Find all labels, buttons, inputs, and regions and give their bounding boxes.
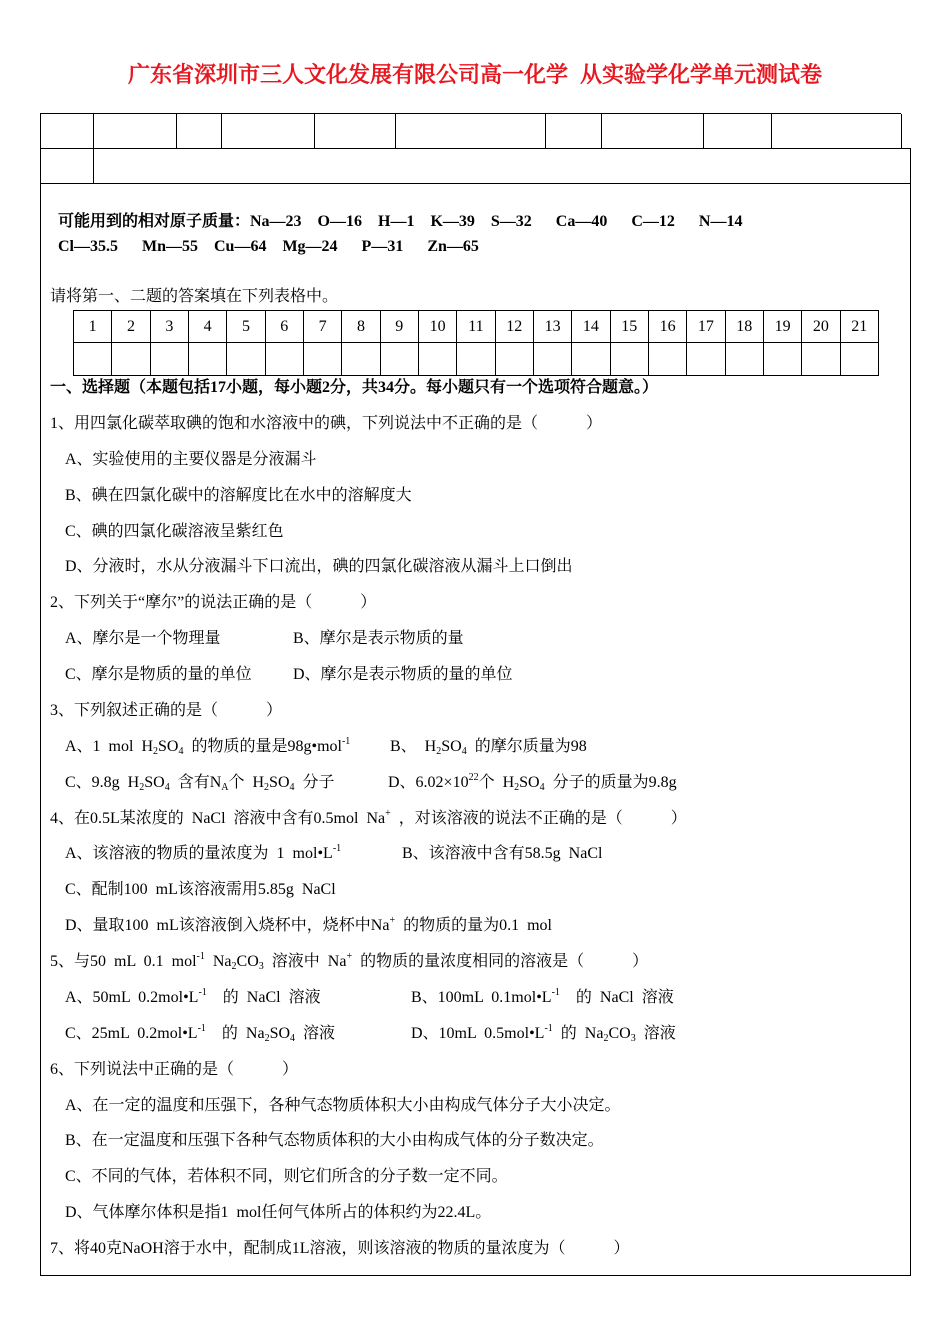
question-stem bbox=[50, 944, 648, 980]
option-b: B、碘在四氯化碳中的溶解度比在水中的溶解度大 bbox=[65, 486, 412, 504]
answer-number-cell: 19 bbox=[763, 311, 801, 343]
option-b: B、在一定温度和压强下各种气态物质体积的大小由构成气体的分子数决定。 bbox=[65, 1132, 604, 1150]
info-cell bbox=[772, 114, 902, 149]
subscript: 4 bbox=[461, 745, 467, 757]
question-6-option-line bbox=[0, 1123, 950, 1159]
question-2-option-line bbox=[0, 657, 950, 693]
option-c bbox=[65, 765, 335, 801]
answer-instruction: 请将第一、二题的答案填在下列表格中。 bbox=[50, 288, 339, 305]
text-run: A、该溶液的物质的量浓度为 1 mol•L bbox=[65, 845, 333, 863]
info-cell bbox=[546, 114, 602, 149]
text-run: CO bbox=[608, 1024, 631, 1042]
answer-number-cell: 5 bbox=[227, 311, 265, 343]
text-run: 的 Na bbox=[205, 1024, 265, 1042]
option-a: A、摩尔是一个物理量 bbox=[65, 630, 221, 648]
text-run: 的 NaCl 溶液 bbox=[559, 988, 674, 1006]
answer-number-cell: 10 bbox=[418, 311, 456, 343]
superscript: -1 bbox=[198, 986, 207, 998]
text-run: SO bbox=[269, 1024, 291, 1042]
answer-number-cell: 6 bbox=[265, 311, 303, 343]
text-run: C、9.8g H bbox=[65, 773, 140, 791]
subscript: 2 bbox=[264, 781, 270, 793]
question-7-stem-line bbox=[0, 1231, 950, 1267]
atomic-mass-line: 可能用到的相对原子质量：Na—23 O—16 H—1 K—39 S—32 Ca—40 C—12 N—14 bbox=[58, 213, 743, 230]
subscript: 3 bbox=[630, 1032, 636, 1044]
superscript: + bbox=[389, 915, 396, 927]
option-a bbox=[65, 980, 321, 1016]
info-table-row-2 bbox=[41, 149, 910, 184]
answer-number-cell: 11 bbox=[457, 311, 495, 343]
option-b bbox=[411, 980, 674, 1016]
question-2-option-line bbox=[0, 621, 950, 657]
text-run: 分子 bbox=[294, 773, 335, 791]
section-heading: 一、选择题（本题包括17小题，每小题2分，共34分。每小题只有一个选项符合题意。） bbox=[50, 379, 659, 396]
option-b: B、摩尔是表示物质的量 bbox=[293, 630, 464, 648]
subscript: 4 bbox=[290, 1032, 296, 1044]
subscript: 2 bbox=[231, 961, 237, 972]
text-run: 溶液中 Na bbox=[263, 953, 347, 970]
text-run: SO bbox=[144, 773, 165, 791]
subscript: 4 bbox=[539, 781, 545, 793]
subscript: 4 bbox=[178, 745, 184, 757]
info-cell bbox=[41, 114, 94, 149]
question-5-stem-line bbox=[0, 944, 950, 980]
text-run: SO bbox=[158, 737, 179, 755]
question-stem bbox=[50, 801, 687, 837]
text-run: 个 H bbox=[478, 773, 515, 791]
superscript: 22 bbox=[468, 771, 479, 783]
option-a: A、在一定的温度和压强下，各种气态物质体积大小由构成气体分子大小决定。 bbox=[65, 1096, 621, 1114]
answer-number-cell: 14 bbox=[572, 311, 610, 343]
option-c: C、配制100 mL该溶液需用5.85g NaCl bbox=[65, 881, 336, 899]
answer-number-cell: 12 bbox=[495, 311, 533, 343]
text-run: D、量取100 mL该溶液倒入烧杯中，烧杯中Na bbox=[65, 917, 390, 935]
option-c bbox=[65, 1016, 335, 1052]
answer-number-cell: 20 bbox=[802, 311, 840, 343]
answer-number-cell: 8 bbox=[342, 311, 380, 343]
question-4-option-line bbox=[0, 872, 950, 908]
superscript: -1 bbox=[544, 1022, 553, 1034]
text-run: 的物质的量为0.1 mol bbox=[395, 917, 552, 935]
superscript: -1 bbox=[551, 986, 560, 998]
text-run: 的物质的量是98g•mol bbox=[183, 737, 342, 755]
question-1-option-line bbox=[0, 549, 950, 585]
option-a bbox=[65, 836, 341, 872]
question-stem: 2、下列关于“摩尔”的说法正确的是（ ） bbox=[50, 594, 377, 612]
answer-table bbox=[73, 310, 879, 376]
superscript: + bbox=[385, 807, 391, 819]
answer-number-row bbox=[74, 311, 879, 343]
text-run: 的 NaCl 溶液 bbox=[206, 988, 321, 1006]
subscript: 2 bbox=[603, 1032, 609, 1044]
text-run: D、6.02×10 bbox=[388, 773, 469, 791]
question-1-option-line bbox=[0, 478, 950, 514]
answer-number-cell: 2 bbox=[112, 311, 150, 343]
option-d bbox=[65, 908, 552, 944]
text-run: ，对该溶液的说法不正确的是（ ） bbox=[390, 809, 687, 827]
page-title: 广东省深圳市三人文化发展有限公司高一化学 从实验学化学单元测试卷 bbox=[127, 62, 823, 87]
question-2-stem-line bbox=[0, 585, 950, 621]
subscript: A bbox=[221, 781, 229, 793]
subscript: 2 bbox=[153, 745, 159, 757]
superscript: -1 bbox=[197, 1022, 206, 1034]
question-1-option-line bbox=[0, 442, 950, 478]
text-run: 溶液 bbox=[635, 1024, 676, 1042]
question-3-option-line bbox=[0, 765, 950, 801]
text-run: B、100mL 0.1mol•L bbox=[411, 988, 552, 1006]
info-cell bbox=[222, 114, 315, 149]
text-run: 含有N bbox=[169, 773, 222, 791]
question-stem: 1、用四氯化碳萃取碘的饱和水溶液中的碘，下列说法中不正确的是（ ） bbox=[50, 414, 603, 432]
answer-number-cell: 9 bbox=[380, 311, 418, 343]
text-run: D、10mL 0.5mol•L bbox=[411, 1024, 545, 1042]
question-3-option-line bbox=[0, 729, 950, 765]
subscript: 2 bbox=[264, 1032, 270, 1044]
info-cell bbox=[704, 114, 772, 149]
info-cell bbox=[602, 114, 704, 149]
atomic-mass-line: Cl—35.5 Mn—55 Cu—64 Mg—24 P—31 Zn—65 bbox=[58, 238, 479, 255]
option-a: A、实验使用的主要仪器是分液漏斗 bbox=[65, 450, 317, 468]
answer-number-cell: 13 bbox=[533, 311, 571, 343]
superscript: -1 bbox=[341, 735, 351, 747]
superscript: -1 bbox=[196, 951, 205, 962]
question-6-option-line bbox=[0, 1195, 950, 1231]
info-cell bbox=[94, 149, 910, 183]
option-d bbox=[388, 765, 677, 801]
text-run: 溶液 bbox=[295, 1024, 336, 1042]
text-run: C、25mL 0.2mol•L bbox=[65, 1024, 198, 1042]
text-run: 的 Na bbox=[552, 1024, 604, 1042]
question-3-stem-line bbox=[0, 693, 950, 729]
question-area bbox=[0, 370, 950, 1267]
option-d bbox=[411, 1016, 676, 1052]
superscript: + bbox=[346, 951, 353, 962]
question-6-option-line bbox=[0, 1159, 950, 1195]
answer-number-cell: 4 bbox=[188, 311, 226, 343]
answer-number-cell: 18 bbox=[725, 311, 763, 343]
question-stem: 7、将40克NaOH溶于水中，配制成1L溶液，则该溶液的物质的量浓度为（ ） bbox=[50, 1240, 630, 1257]
text-run: SO bbox=[441, 737, 462, 755]
question-4-stem-line bbox=[0, 801, 950, 837]
answer-number-cell: 21 bbox=[840, 311, 878, 343]
option-b: B、该溶液中含有58.5g NaCl bbox=[402, 845, 603, 863]
question-1-option-line bbox=[0, 514, 950, 550]
answer-number-cell: 17 bbox=[687, 311, 725, 343]
text-run: 4、在0.5L某浓度的 NaCl 溶液中含有0.5mol Na bbox=[50, 809, 386, 827]
text-run: SO bbox=[269, 773, 290, 791]
text-run: B、 H bbox=[390, 737, 437, 755]
option-c: C、摩尔是物质的量的单位 bbox=[65, 666, 252, 683]
info-cell bbox=[41, 149, 94, 183]
question-4-option-line bbox=[0, 836, 950, 872]
answer-number-cell: 7 bbox=[303, 311, 341, 343]
option-a bbox=[65, 729, 350, 765]
info-cell bbox=[315, 114, 396, 149]
info-cell bbox=[396, 114, 546, 149]
question-6-stem-line bbox=[0, 1052, 950, 1088]
info-cell bbox=[94, 114, 177, 149]
question-5-option-line bbox=[0, 980, 950, 1016]
section-heading-line bbox=[0, 370, 950, 406]
subscript: 2 bbox=[514, 781, 520, 793]
option-b bbox=[390, 729, 587, 765]
question-6-option-line bbox=[0, 1088, 950, 1124]
text-run: 5、与50 mL 0.1 mol bbox=[50, 953, 197, 970]
option-d: D、摩尔是表示物质的量的单位 bbox=[293, 666, 513, 683]
text-run: 分子的质量为9.8g bbox=[544, 773, 677, 791]
question-stem: 3、下列叙述正确的是（ ） bbox=[50, 701, 283, 719]
answer-number-cell: 3 bbox=[150, 311, 188, 343]
question-stem: 6、下列说法中正确的是（ ） bbox=[50, 1060, 299, 1078]
option-d: D、气体摩尔体积是指1 mol任何气体所占的体积约为22.4L。 bbox=[65, 1204, 492, 1222]
question-1-stem-line bbox=[0, 406, 950, 442]
question-4-option-line bbox=[0, 908, 950, 944]
option-c: C、碘的四氯化碳溶液呈紫红色 bbox=[65, 522, 284, 540]
text-run: CO bbox=[236, 953, 259, 970]
text-run: SO bbox=[519, 773, 540, 791]
option-d: D、分液时，水从分液漏斗下口流出，碘的四氯化碳溶液从漏斗上口倒出 bbox=[65, 558, 573, 576]
text-run: Na bbox=[204, 953, 232, 970]
answer-number-cell: 15 bbox=[610, 311, 648, 343]
text-run: A、1 mol H bbox=[65, 737, 154, 755]
text-run: 的物质的量浓度相同的溶液是（ ） bbox=[352, 953, 649, 970]
option-c: C、不同的气体，若体积不同，则它们所含的分子数一定不同。 bbox=[65, 1168, 508, 1186]
subscript: 2 bbox=[139, 781, 145, 793]
subscript: 4 bbox=[289, 781, 295, 793]
subscript: 3 bbox=[258, 961, 264, 972]
text-run: A、50mL 0.2mol•L bbox=[65, 988, 199, 1006]
superscript: -1 bbox=[332, 843, 342, 855]
text-run: 个 H bbox=[228, 773, 265, 791]
info-table-row bbox=[40, 113, 901, 149]
info-cell bbox=[177, 114, 222, 149]
subscript: 2 bbox=[436, 745, 442, 757]
answer-number-cell: 16 bbox=[648, 311, 686, 343]
text-run: 的摩尔质量为98 bbox=[466, 737, 587, 755]
answer-number-cell: 1 bbox=[74, 311, 112, 343]
subscript: 4 bbox=[164, 781, 170, 793]
question-5-option-line bbox=[0, 1016, 950, 1052]
